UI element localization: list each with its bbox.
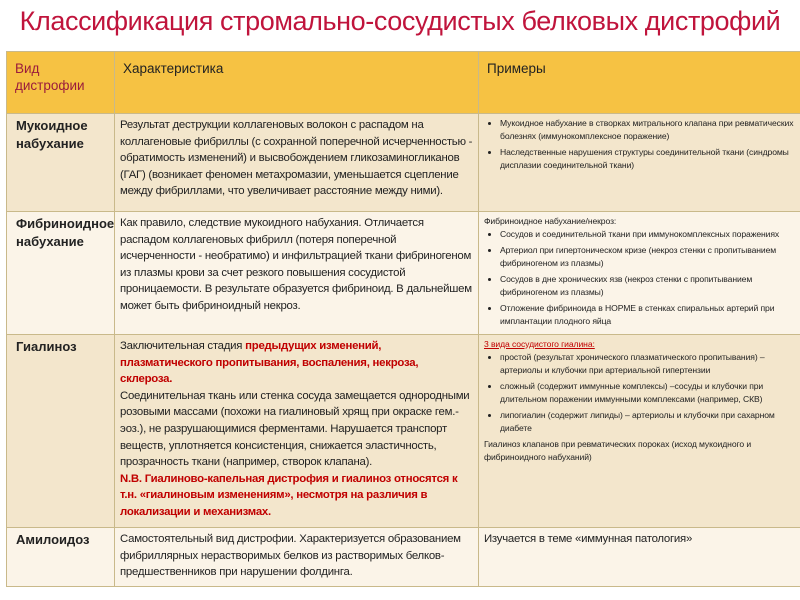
list-item: • Артериол при гипертоническом кризе (некроз стенки с пропитыванием фибриногеном из плазмы) bbox=[500, 244, 795, 270]
desc-note: N.B. Гиалиново-капельная дистрофия и гиалиноз относятся к т.н. «гиалиновым изменениям», несмотря на различия в локализации и механизмах. bbox=[120, 472, 458, 518]
header-examples: Примеры bbox=[479, 52, 800, 114]
table-row bbox=[7, 335, 800, 528]
table-row bbox=[7, 114, 800, 212]
header-characteristic: Характеристика bbox=[115, 52, 479, 114]
row-desc-cell bbox=[115, 335, 479, 528]
list-item: • Сосудов и соединительной ткани при иммунокомплексных поражениях bbox=[500, 228, 795, 241]
desc-text: Заключительная стадия bbox=[120, 340, 246, 352]
examples-intro: 3 вида сосудистого гиалина: bbox=[484, 339, 595, 349]
list-item: • липогиалин (содержит липиды) – артериолы и клубочки при сахарном диабете bbox=[500, 409, 795, 435]
table-row bbox=[7, 212, 800, 335]
desc-paragraph: Соединительная ткань или стенка сосуда замещается однородными розовыми массами (похожи на гиалиновый хрящ при окраске гем.-эоз.), не разрушающимися ферментами. Нарушается транспорт веществ, уплотняется консистенция, снижается эластичность, прозрачность ткани (например, створок клапана). bbox=[120, 389, 470, 469]
row-examples-cell bbox=[479, 212, 800, 335]
list-item: • сложный (содержит иммунные комплексы) –сосуды и клубочки при длительном поражении иммунными комплексами (например, СКВ) bbox=[500, 380, 795, 406]
row-name-cell: Гиалиноз bbox=[7, 335, 115, 528]
list-item: • Сосудов в дне хронических язв (некроз стенки с пропитыванием фибриногеном из плазмы) bbox=[500, 273, 795, 299]
row-name-cell: Амилоидоз bbox=[7, 528, 115, 587]
list-item: • простой (результат хронического плазматического пропитывания) – артериолы и клубочки при артериальной гипертензии bbox=[500, 351, 795, 377]
row-desc-cell: Самостоятельный вид дистрофии. Характеризуется образованием фибриллярных нерастворимых белков из растворимых белков-предшественников при нарушении фолдинга. bbox=[115, 528, 479, 587]
row-examples-cell: Изучается в теме «иммунная патология» bbox=[479, 528, 800, 587]
examples-outro: Гиалиноз клапанов при ревматических пороках (исход мукоидного и фибриноидного набуханий) bbox=[484, 439, 752, 462]
examples-list bbox=[484, 228, 795, 328]
row-name-cell: Мукоидное набухание bbox=[7, 114, 115, 212]
list-item: • Мукоидное набухание в створках митрального клапана при ревматических болезнях (иммунокомплексное поражение) bbox=[500, 117, 795, 143]
row-examples-cell bbox=[479, 335, 800, 528]
examples-list bbox=[484, 351, 795, 435]
classification-table bbox=[6, 51, 800, 587]
examples-list bbox=[484, 117, 795, 172]
slide-title: Классификация стромально-сосудистых белковых дистрофий bbox=[19, 6, 781, 36]
list-item: • Отложение фибриноида в НОРМЕ в стенках спиральных артерий при имплантации плодного яйца bbox=[500, 302, 795, 328]
desc-highlight: предыдущих изменений, плазматического пропитывания, воспаления, некроза, склероза. bbox=[120, 340, 419, 386]
row-name-cell: Фибриноидное набухание bbox=[7, 212, 115, 335]
header-type: Вид дистрофии bbox=[7, 52, 115, 114]
list-item: • Наследственные нарушения структуры соединительной ткани (синдромы дисплазии соединительной ткани) bbox=[500, 146, 795, 172]
desc-paragraph bbox=[120, 338, 473, 388]
table-row bbox=[7, 528, 800, 587]
table-header-row bbox=[7, 52, 800, 114]
row-desc-cell: Результат деструкции коллагеновых волокон с распадом на коллагеновые фибриллы (с сохранной поперечной исчерченностью - обратимость изменений) и высвобождением гликозаминогликанов (ГАГ) (возникает феномен метахромазии, уменьшается сцепление между фибриллами, что увеличивает расстояние между ними). bbox=[115, 114, 479, 212]
row-desc-cell: Как правило, следствие мукоидного набухания. Отличается распадом коллагеновых фибрилл (потеря поперечной исчерченности - необратимо) и инфильтрацией ткани фибриногеном из плазмы крови за счет резкого повышения сосудистой проницаемости. В результате образуется фибриноид. В дальнейшем может быть фибриноидный некроз. bbox=[115, 212, 479, 335]
examples-intro: Фибриноидное набухание/некроз: bbox=[484, 216, 617, 226]
row-examples-cell bbox=[479, 114, 800, 212]
